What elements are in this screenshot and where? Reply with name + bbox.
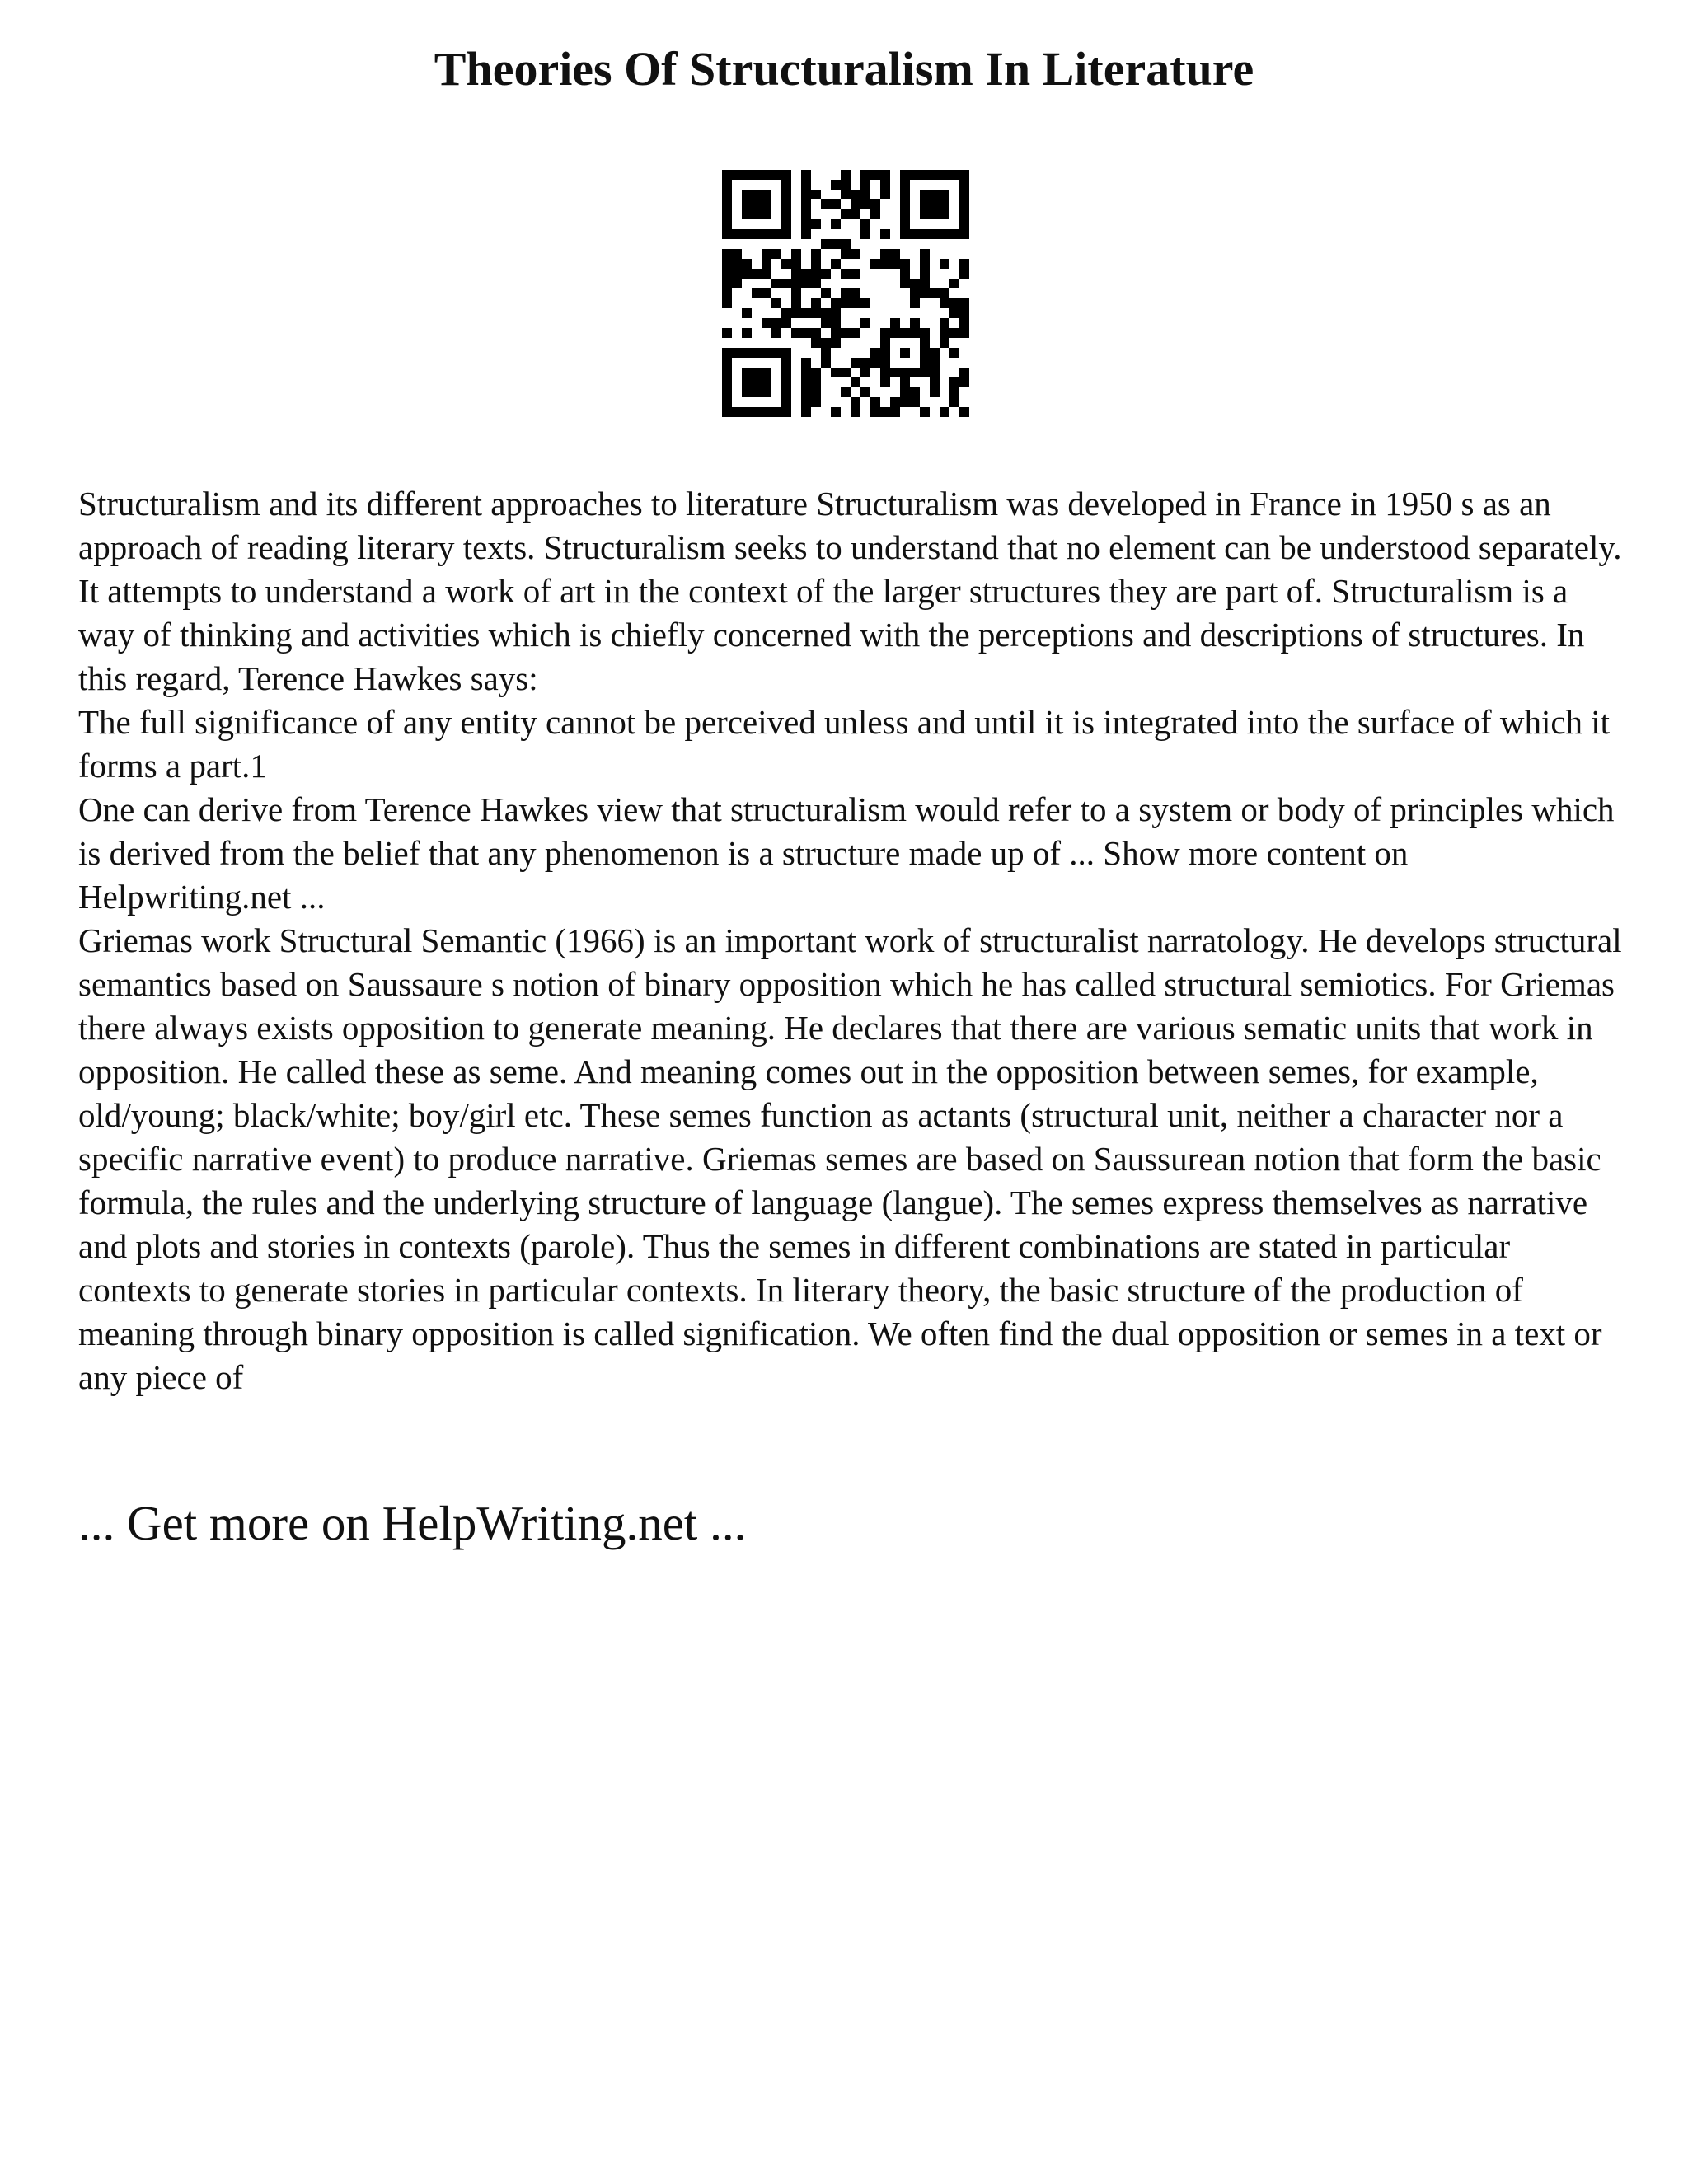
paragraph-intro: Structuralism and its different approaches to literature Structuralism was developed in France in 1950 s as an approach of reading literary texts. Structuralism seeks to understand that no element can be understood separately. It attempts to understand a work of art in the context of the larger structures they are part of. Structuralism is a way of thinking and activities which is chiefly concerned with the perceptions and descriptions of structures. In this regard, Terence Hawkes says: xyxy=(78,485,1622,697)
qr-code-icon xyxy=(722,170,969,417)
paragraph-quote: The full significance of any entity cannot be perceived unless and until it is integrated into the surface of which it forms a part.1 xyxy=(78,703,1611,785)
page-title: Theories Of Structuralism In Literature xyxy=(434,42,1254,96)
paragraph-hawkes-view: One can derive from Terence Hawkes view that structuralism would refer to a system or body of principles which is derived from the belief that any phenomenon is a structure made up of ... Show more content on Helpwriting.net ... xyxy=(78,790,1615,916)
get-more-link[interactable]: ... Get more on HelpWriting.net ... xyxy=(78,1496,747,1550)
article-body xyxy=(78,482,1628,1399)
paragraph-griemas: Griemas work Structural Semantic (1966) is an important work of structuralist narratology. He develops structural semantics based on Saussaure s notion of binary opposition which he has called structural semiotics. For Griemas there always exists opposition to generate meaning. He declares that there are various sematic units that work in opposition. He called these as seme. And meaning comes out in the opposition between semes, for example, old/young; black/white; boy/girl etc. These semes function as actants (structural unit, neither a character nor a specific narrative event) to produce narrative. Griemas semes are based on Saussurean notion that form the basic formula, the rules and the underlying structure of language (langue). The semes express themselves as narrative and plots and stories in contexts (parole). Thus the semes in different combinations are stated in particular contexts to generate stories in particular contexts. In literary theory, the basic structure of the production of meaning through binary opposition is called signification. We often find the dual opposition or semes in a text or any piece of xyxy=(78,921,1622,1396)
